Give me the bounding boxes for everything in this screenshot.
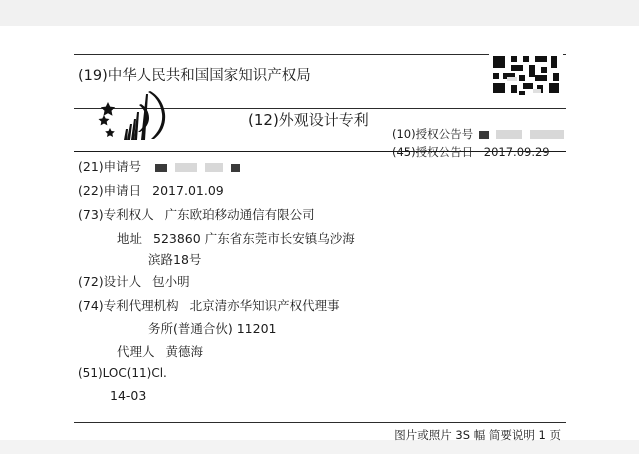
patentee-row [78, 207, 315, 224]
redaction-block [479, 131, 489, 139]
page-margin-top [0, 0, 639, 26]
application-number-row [78, 159, 242, 176]
application-date-value: 2017.01.09 [152, 183, 224, 198]
announcement-number-label: (10)授权公告号 [392, 127, 474, 141]
address-line-1 [117, 229, 355, 247]
designer-value: 包小明 [152, 274, 190, 289]
designer-row [78, 274, 190, 291]
announcement-date-value: 2017.09.29 [483, 145, 550, 159]
loc-value: 14-03 [110, 388, 147, 403]
redaction-block [155, 164, 167, 172]
application-date-row [78, 183, 224, 200]
loc-classification-row [78, 365, 167, 381]
patent-type-title: (12)外观设计专利 [248, 111, 369, 129]
application-date-label: (22)申请日 [78, 183, 142, 198]
issuing-office: (19)中华人民共和国国家知识产权局 [78, 68, 311, 84]
patentee-label: (73)专利权人 [78, 207, 154, 222]
redaction-block [205, 163, 223, 172]
agent-value: 黄德海 [165, 344, 204, 359]
agency-row [78, 298, 340, 315]
redaction-block [231, 164, 240, 172]
agent-row [117, 342, 203, 360]
cnipa-emblem-icon [96, 88, 188, 144]
designer-label: (72)设计人 [78, 274, 142, 289]
patentee-value: 广东欧珀移动通信有限公司 [164, 207, 315, 222]
agency-line-2: 务所(普通合伙) 11201 [148, 321, 277, 336]
announcement-date-label: (45)授权公告日 [392, 145, 474, 159]
announcement-date-row [392, 144, 550, 160]
loc-label: (51)LOC(11)Cl. [78, 366, 167, 380]
publication-barcode [489, 53, 563, 97]
application-number-label: (21)申请号 [78, 159, 142, 174]
address-label: 地址 [117, 231, 143, 246]
redaction-block [530, 130, 564, 139]
footer-note: 图片或照片 3S 幅 简要说明 1 页 [394, 428, 561, 442]
agent-label: 代理人 [117, 344, 155, 359]
redaction-block [496, 130, 522, 139]
address-line-2: 滨路18号 [148, 252, 202, 267]
footer-rule [74, 422, 566, 423]
redaction-block [175, 163, 197, 172]
announcement-number-row [392, 126, 566, 142]
agency-value: 北京清亦华知识产权代理事 [189, 298, 340, 313]
address-value-1: 523860 广东省东莞市长安镇乌沙海 [153, 231, 355, 246]
document-sheet [0, 26, 639, 440]
agency-label: (74)专利代理机构 [78, 298, 179, 313]
